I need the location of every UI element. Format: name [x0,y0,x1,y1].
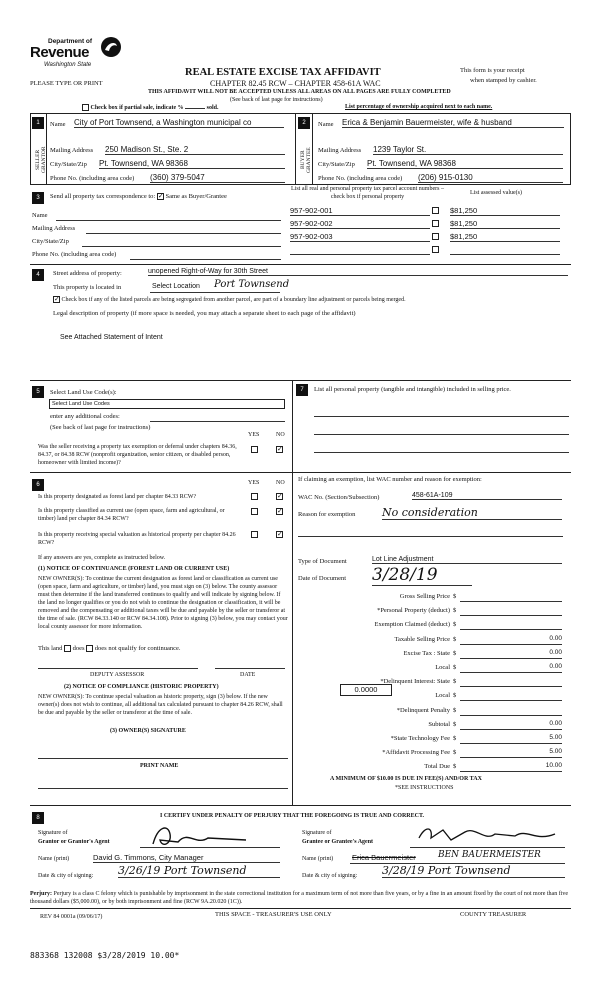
located-label: This property is located in [53,284,122,291]
personal-property-checkbox[interactable] [432,207,439,214]
notice2-title: (2) NOTICE OF COMPLIANCE (HISTORIC PROPERTY) [64,684,219,690]
grantee-date-label: Date & city of signing: [302,873,358,879]
dollar-sign: $ [453,692,457,700]
s6-q3-yes[interactable] [251,531,258,538]
dor-line1: Department of [48,38,93,45]
section-1-badge: 1 [32,117,44,129]
fee-row [298,663,566,675]
fee-row [298,592,566,604]
receipt-note-2: when stamped by cashier. [470,77,537,84]
section-5-badge: 5 [32,386,44,398]
street-value[interactable]: unopened Right-of-Way for 30th Street [148,268,568,276]
wac-label: WAC No. (Section/Subsection) [298,494,380,501]
section-6-badge: 6 [32,479,44,491]
dollar-sign: $ [453,649,457,657]
ownership-pct-note: List percentage of ownership acquired next to each name. [345,104,493,110]
seller-phone[interactable]: (360) 379-5047 [150,173,285,183]
s6-no: NO [276,480,285,486]
personal-property-label: List all personal property (tangible and intangible) included in selling price. [314,386,511,393]
buyer-side-label: BUYER GRANTEE [300,147,312,173]
please-type: PLEASE TYPE OR PRINT [30,80,103,87]
parcel-row-4 [290,244,570,256]
dor-line2: Revenue [30,44,90,61]
s6-yes: YES [248,480,260,486]
treasurer-only: THIS SPACE - TREASURER'S USE ONLY [215,911,332,918]
location-hand: Port Townsend [214,279,290,290]
minimum-note: A MINIMUM OF $10.00 IS DUE IN FEE(S) AND/OR TAX [330,776,482,782]
dollar-sign: $ [453,678,457,686]
doc-type-value[interactable]: Lot Line Adjustment [372,556,562,564]
print-name-label: PRINT NAME [140,763,179,769]
fee-row [298,620,566,632]
grantee-signature [415,820,565,850]
grantee-sig-label-2: Grantee or Grantee's Agent [302,839,374,845]
s6-q2-no[interactable]: ✓ [277,507,283,515]
fee-value[interactable]: 10.00 [460,762,562,772]
fee-label: *Personal Property (deduct) [377,607,450,615]
assessed-value[interactable]: $81,250 [450,232,560,242]
seller-side-label: SELLER GRANTOR [35,146,47,174]
grantor-name[interactable]: David G. Timmons, City Manager [93,853,280,863]
s6-q3: Is this property receiving special valuation as historical property per chapter 84.26 RCW? [38,532,236,546]
buyer-address[interactable]: 1239 Taylor St. [373,145,563,155]
fee-row [298,720,566,732]
dollar-sign: $ [453,763,457,771]
reason-label: Reason for exemption [298,511,356,518]
fee-value[interactable] [460,677,562,687]
segregated-row: ✓ Check box if any of the listed parcels are being segregated from another parcel, are part of a boundary line adjustment or parcels being merged. [54,295,406,303]
fee-value[interactable] [460,592,562,602]
section-7-badge: 7 [296,384,308,396]
notice1-title: (1) NOTICE OF CONTINUANCE (FOREST LAND OR CURRENT USE) [38,566,230,572]
local-rate-box[interactable]: 0.0000 [340,684,392,696]
owner-signature-label: (3) OWNER(S) SIGNATURE [110,728,186,734]
fee-row [298,748,566,760]
s6-q1-yes[interactable] [251,493,258,500]
dor-line3: Washington State [44,62,92,68]
grantee-name-hand[interactable]: BEN BAUERMEISTER [438,850,541,860]
parcel-row [290,231,570,243]
fee-label: Gross Selling Price [399,593,450,600]
fee-value[interactable]: 0.00 [460,649,562,659]
section-8-badge: 8 [32,812,44,824]
grantor-sig-label-1: Signature of [38,830,68,836]
s3-name-label: Name [32,212,48,219]
seller-city[interactable]: Pt. Townsend, WA 98368 [99,159,285,169]
fee-value[interactable]: 0.00 [460,720,562,730]
form-title: REAL ESTATE EXCISE TAX AFFIDAVIT [185,67,381,78]
section-4-badge: 4 [32,269,44,281]
grantee-name-label: Name (print) [302,856,334,862]
dollar-sign: $ [453,593,457,600]
partial-sale-checkbox[interactable] [82,104,89,111]
doc-type-label: Type of Document [298,558,347,565]
exemption-wac-label: If claiming an exemption, list WAC number and reason for exemption: [298,476,482,483]
s5-see-back: (See back of last page for instructions) [50,424,151,431]
same-as-buyer-label: Same as Buyer/Grantee [165,193,227,200]
dor-logo [30,36,125,78]
dor-swirl-icon [100,36,122,58]
fee-row [298,762,566,774]
s6-q3-no[interactable]: ✓ [277,530,283,538]
does-not-checkbox[interactable] [86,645,93,652]
s3-phone-label: Phone No. (including area code) [32,251,117,258]
seller-address[interactable]: 250 Madison St., Ste. 2 [105,145,285,155]
fee-label: *Affidavit Processing Fee [382,749,450,757]
parcel-row [290,218,570,230]
s5-no-checkbox[interactable]: ✓ [277,445,283,453]
wac-value[interactable]: 458-61A-109 [412,492,562,500]
fee-label: *Delinquent Interest: State [380,678,450,686]
dollar-sign: $ [453,607,457,615]
fee-value[interactable]: 5.00 [460,748,562,758]
dollar-sign: $ [453,749,457,757]
seller-name-label: Name [50,121,66,128]
fee-value[interactable]: 5.00 [460,734,562,744]
dollar-sign: $ [453,720,457,728]
s3-address-label: Mailing Address [32,225,76,232]
section-3-badge: 3 [32,192,44,204]
fee-row [298,635,566,647]
exemption-question: Was the seller receiving a property tax exemption or deferral under chapters 84.36, 84.37, or 84.38 RCW (nonprofit organization, senior citizen, or disabled person, homeowner with limited income)? [38,444,237,466]
seller-phone-label: Phone No. (including area code) [50,175,135,182]
personal-property-checkbox[interactable] [432,220,439,227]
fee-row [298,706,566,718]
fee-label: Subtotal [428,720,450,728]
doc-date-value[interactable]: 3/28/19 [372,565,472,586]
dollar-sign: $ [453,735,457,742]
deputy-assessor-label: DEPUTY ASSESSOR [90,672,145,678]
form-warning: THIS AFFIDAVIT WILL NOT BE ACCEPTED UNLESS ALL AREAS ON ALL PAGES ARE FULLY COMPLETED [148,89,451,95]
notice1-body: NEW OWNER(S): To continue the current designation as forest land or classification as current use (open space, farm and agriculture, or timber) land, you must sign on (3) below. The county assessor must then determine if the land transferred continues to qualify and will indicate by signing below. If the land no longer qualifies or you do not wish to continue the designation or classification, it will be removed and the compensating or additional taxes will be due and payable by the seller or transferor at the time of sale. (RCW 84.33.140 or RCW 84.34.108). Prior to signing (3) below, you may contact your local county assessor for more information. [38,576,288,630]
fee-value[interactable] [460,691,562,701]
land-use-select[interactable]: Select Land Use Codes [49,399,285,409]
fee-label: Total Due [424,763,450,771]
grantee-name-struck: Erica Bauermeister [352,853,416,862]
see-instructions: *SEE INSTRUCTIONS [395,785,454,791]
legal-label: Legal description of property (if more space is needed, you may attach a separate sheet to each page of the affidavit) [53,310,356,317]
s5-no: NO [276,432,285,438]
assessed-value[interactable]: $81,250 [450,206,560,216]
s6-q1-no[interactable]: ✓ [277,492,283,500]
assessed-value[interactable]: $81,250 [450,219,560,229]
fee-row [298,606,566,618]
dollar-sign: $ [453,706,457,714]
certify-statement: I CERTIFY UNDER PENALTY OF PERJURY THAT THE FOREGOING IS TRUE AND CORRECT. [160,813,425,819]
notice2-body: NEW OWNER(S): To continue special valuation as historic property, sign (3) below. If the new owner(s) does not wish to continue, all additional tax calculated pursuant to chapter 84.26 RCW, shall be due and payable by the seller or transferor at the time of sale. [38,694,283,716]
buyer-phone[interactable]: (206) 915-0130 [418,173,563,183]
grantee-date[interactable]: 3/28/19 Port Townsend [382,864,565,878]
fee-row [298,677,566,689]
receipt-note-1: This form is your receipt [460,67,525,74]
grantor-sig-label-2: Grantor or Grantor's Agent [38,839,110,845]
s5-yes: YES [248,432,260,438]
fee-value[interactable]: 0.00 [460,635,562,645]
segregated-checkbox[interactable]: ✓ [54,295,60,303]
parcel-header: List all real and personal property tax parcel account numbers – check box if personal property [291,186,444,200]
fee-label: Exemption Claimed (deduct) [374,621,450,629]
does-checkbox[interactable] [64,645,71,652]
seller-city-label: City/State/Zip [50,161,87,168]
location-select[interactable]: Select Location [152,283,200,290]
fee-row [298,691,566,703]
s5-yes-checkbox[interactable] [251,446,258,453]
land-use-label: Select Land Use Code(s): [50,389,117,396]
reason-value[interactable]: No consideration [382,506,562,520]
s6-if-yes: If any answers are yes, complete as instructed below. [38,555,166,561]
buyer-name-label: Name [318,121,334,128]
s3-city-label: City/State/Zip [32,238,69,245]
street-label: Street address of property: [53,270,122,277]
form-chapter: CHAPTER 82.45 RCW – CHAPTER 458-61A WAC [210,79,381,88]
dollar-sign: $ [453,664,457,671]
same-as-buyer-checkbox[interactable]: ✓ [157,192,164,201]
section-2-badge: 2 [298,117,310,129]
see-back-header: (See back of last page for instructions) [230,97,323,103]
buyer-city[interactable]: Pt. Townsend, WA 98368 [367,159,563,169]
fee-label: Local [435,692,450,700]
fee-row [298,649,566,661]
grantor-date-label: Date & city of signing: [38,873,94,879]
personal-property-checkbox[interactable] [432,233,439,240]
dollar-sign: $ [453,621,457,629]
fee-row [298,734,566,746]
sold-label: sold. [206,104,219,111]
partial-sale-row [82,104,219,111]
buyer-phone-label: Phone No. (including area code) [318,175,403,182]
fee-label: *State Technology Fee [390,735,450,742]
grantor-name-label: Name (print) [38,856,70,862]
s6-q2-yes[interactable] [251,508,258,515]
fee-label: Local [435,664,450,671]
buyer-name[interactable]: Erica & Benjamin Bauermeister, wife & husband [342,118,564,128]
fee-value[interactable]: 0.00 [460,663,562,673]
dollar-sign: $ [453,635,457,643]
fee-label: Taxable Selling Price [394,635,450,643]
parcel-number[interactable]: 957-902-001 [290,206,430,216]
receipt-stamp: 883368 132008 $3/28/2019 10.00* [30,951,180,960]
rev-code: REV 84 0001a (09/06/17) [40,914,103,920]
grantee-sig-label-1: Signature of [302,830,332,836]
fee-label: Excise Tax : State [403,649,450,657]
partial-sale-label: Check box if partial sale, indicate % [90,104,184,111]
fee-value[interactable] [460,706,562,716]
fee-label: *Delinquent Penalty [396,706,450,714]
parcel-number[interactable]: 957-902-003 [290,232,430,242]
doc-date-label: Date of Document [298,575,347,582]
perjury-note: Perjury: Perjury is a class C felony which is punishable by imprisonment in the state correctional institution for a maximum term of not more than five years, or by a fine in an amount fixed by the court of not more than five thousand dollars ($5,000.00), or by both imprisonment and fine (RCW 9A.20.020 (1C)). [30,891,569,905]
parcel-row [290,205,570,217]
s6-q2: Is this property classified as current use (open space, farm and agricultural, or timber) land per chapter 84.34 RCW? [38,508,225,522]
seller-name[interactable]: City of Port Townsend, a Washington municipal co [74,118,284,128]
s6-q1: Is this property designated as forest land per chapter 84.33 RCW? [38,494,197,500]
parcel-number[interactable]: 957-902-002 [290,219,430,229]
buyer-address-label: Mailing Address [318,147,362,154]
assessed-header: List assessed value(s) [470,190,522,196]
fee-value[interactable] [460,620,562,630]
county-treasurer: COUNTY TREASURER [460,911,527,918]
fee-value[interactable] [460,606,562,616]
grantor-date[interactable]: 3/26/19 Port Townsend [118,864,280,878]
personal-property-checkbox[interactable] [432,246,439,253]
buyer-city-label: City/State/Zip [318,161,355,168]
date-label: DATE [240,672,256,678]
seller-address-label: Mailing Address [50,147,94,154]
legal-value[interactable]: See Attached Statement of Intent [60,334,163,341]
send-correspondence-label: Send all property tax correspondence to: ✓ Same as Buyer/Grantee [50,192,227,201]
additional-codes-label: enter any additional codes: [50,413,120,420]
continuance-row: This land does does not qualify for continuance. [38,645,181,652]
